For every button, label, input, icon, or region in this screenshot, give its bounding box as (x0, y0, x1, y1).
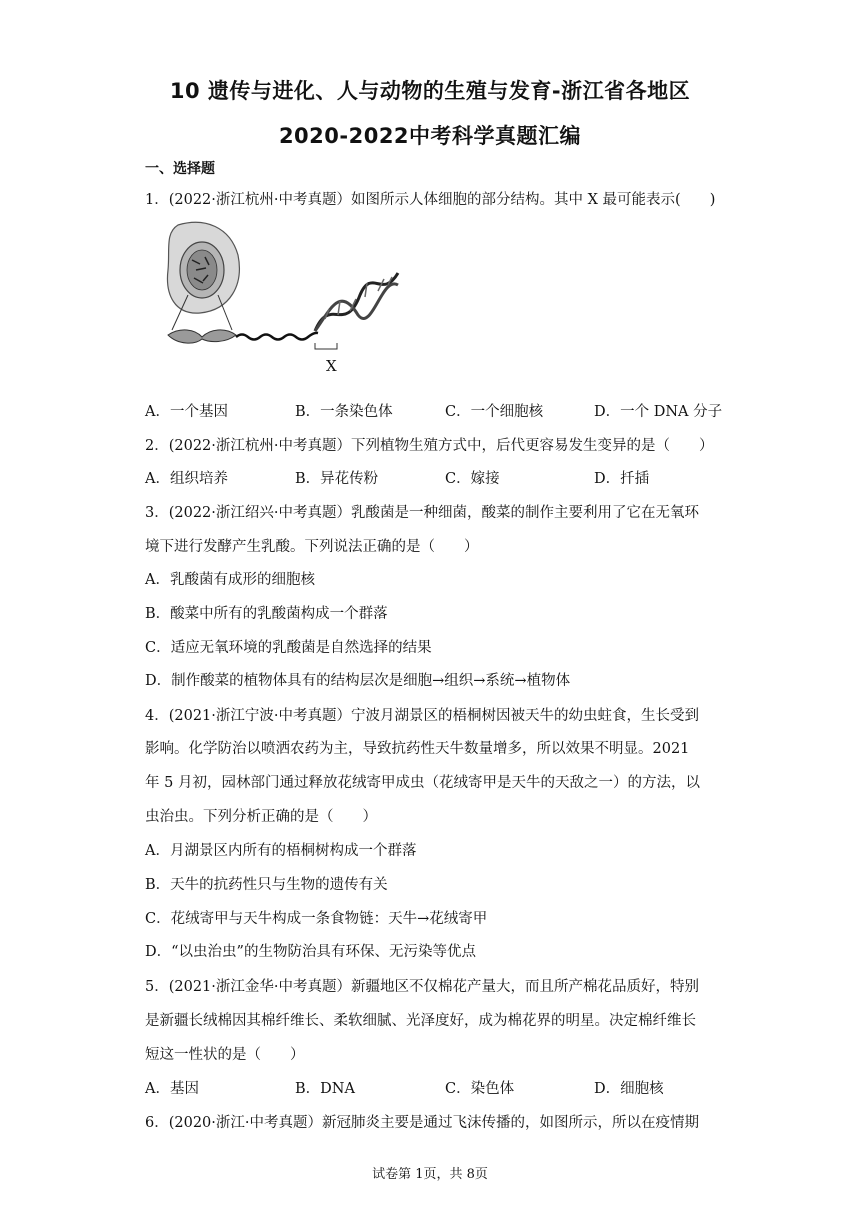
page-footer: 试卷第 1页，共 8页 (372, 1167, 488, 1182)
q3-option-a: A．乳酸菌有成形的细胞核 (145, 572, 315, 588)
q5-option-a: A．基因 (145, 1081, 199, 1097)
q2-stem: 2．(2022·浙江杭州·中考真题）下列植物生殖方式中，后代更容易发生变异的是（ ） (145, 438, 714, 454)
q2-option-a: A．组织培养 (145, 471, 228, 487)
q6-stem-line-1: 6．(2020·浙江·中考真题）新冠肺炎主要是通过飞沫传播的，如图所示，所以在疫情期 (145, 1115, 699, 1131)
q3-option-c: C．适应无氧环境的乳酸菌是自然选择的结果 (145, 640, 432, 656)
q2-option-d: D．扦插 (594, 471, 650, 487)
q5-stem-line-2: 是新疆长绒棉因其棉纤维长、柔软细腻、光泽度好，成为棉花界的明星。决定棉纤维长 (145, 1013, 696, 1029)
q3-option-d: D．制作酸菜的植物体具有的结构层次是细胞→组织→系统→植物体 (145, 673, 571, 689)
q1-stem: 1．(2022·浙江杭州·中考真题）如图所示人体细胞的部分结构。其中 X 最可能表示( ) (145, 192, 716, 208)
q3-stem-line-1: 3．(2022·浙江绍兴·中考真题）乳酸菌是一种细菌，酸菜的制作主要利用了它在无氧环 (145, 505, 699, 521)
q1-option-a: A．一个基因 (145, 404, 228, 420)
q5-stem-line-1: 5．(2021·浙江金华·中考真题）新疆地区不仅棉花产量大，而且所产棉花品质好，特别 (145, 979, 699, 995)
q2-option-c: C．嫁接 (445, 471, 500, 487)
q4-option-c: C．花绒寄甲与天牛构成一条食物链：天牛→花绒寄甲 (145, 911, 488, 927)
q4-option-b: B．天牛的抗药性只与生物的遗传有关 (145, 877, 388, 893)
q4-stem-line-1: 4．(2021·浙江宁波·中考真题）宁波月湖景区的梧桐树因被天牛的幼虫蛀食，生长受到 (145, 708, 699, 724)
q5-option-c: C．染色体 (445, 1081, 515, 1097)
q1-option-d: D．一个 DNA 分子 (594, 404, 723, 420)
section-heading: 一、选择题 (145, 161, 215, 177)
q5-stem-line-3: 短这一性状的是（ ） (145, 1047, 305, 1063)
q4-stem-line-4: 虫治虫。下列分析正确的是（ ） (145, 809, 377, 825)
q4-option-d: D．“以虫治虫”的生物防治具有环保、无污染等优点 (145, 944, 476, 960)
q1-option-b: B．一条染色体 (295, 404, 393, 420)
q4-option-a: A．月湖景区内所有的梧桐树构成一个群落 (145, 843, 417, 859)
paper-title-line-1: 10 遗传与进化、人与动物的生殖与发育-浙江省各地区 (169, 79, 691, 103)
q2-option-b: B．异花传粉 (295, 471, 379, 487)
q5-option-b: B．DNA (295, 1081, 355, 1097)
q3-stem-line-2: 境下进行发酵产生乳酸。下列说法正确的是（ ） (145, 539, 479, 555)
q4-stem-line-3: 年 5 月初，园林部门通过释放花绒寄甲成虫（花绒寄甲是天牛的天敌之一）的方法，以 (145, 775, 700, 791)
q1-option-c: C．一个细胞核 (445, 404, 544, 420)
cell-dna-figure (160, 215, 410, 379)
q5-option-d: D．细胞核 (594, 1081, 664, 1097)
q4-stem-line-2: 影响。化学防治以喷洒农药为主，导致抗药性天牛数量增多，所以效果不明显。2021 (145, 741, 690, 757)
paper-title-line-2: 2020-2022中考科学真题汇编 (278, 124, 582, 148)
q3-option-b: B．酸菜中所有的乳酸菌构成一个群落 (145, 606, 388, 622)
figure-x-label: X (326, 357, 337, 375)
